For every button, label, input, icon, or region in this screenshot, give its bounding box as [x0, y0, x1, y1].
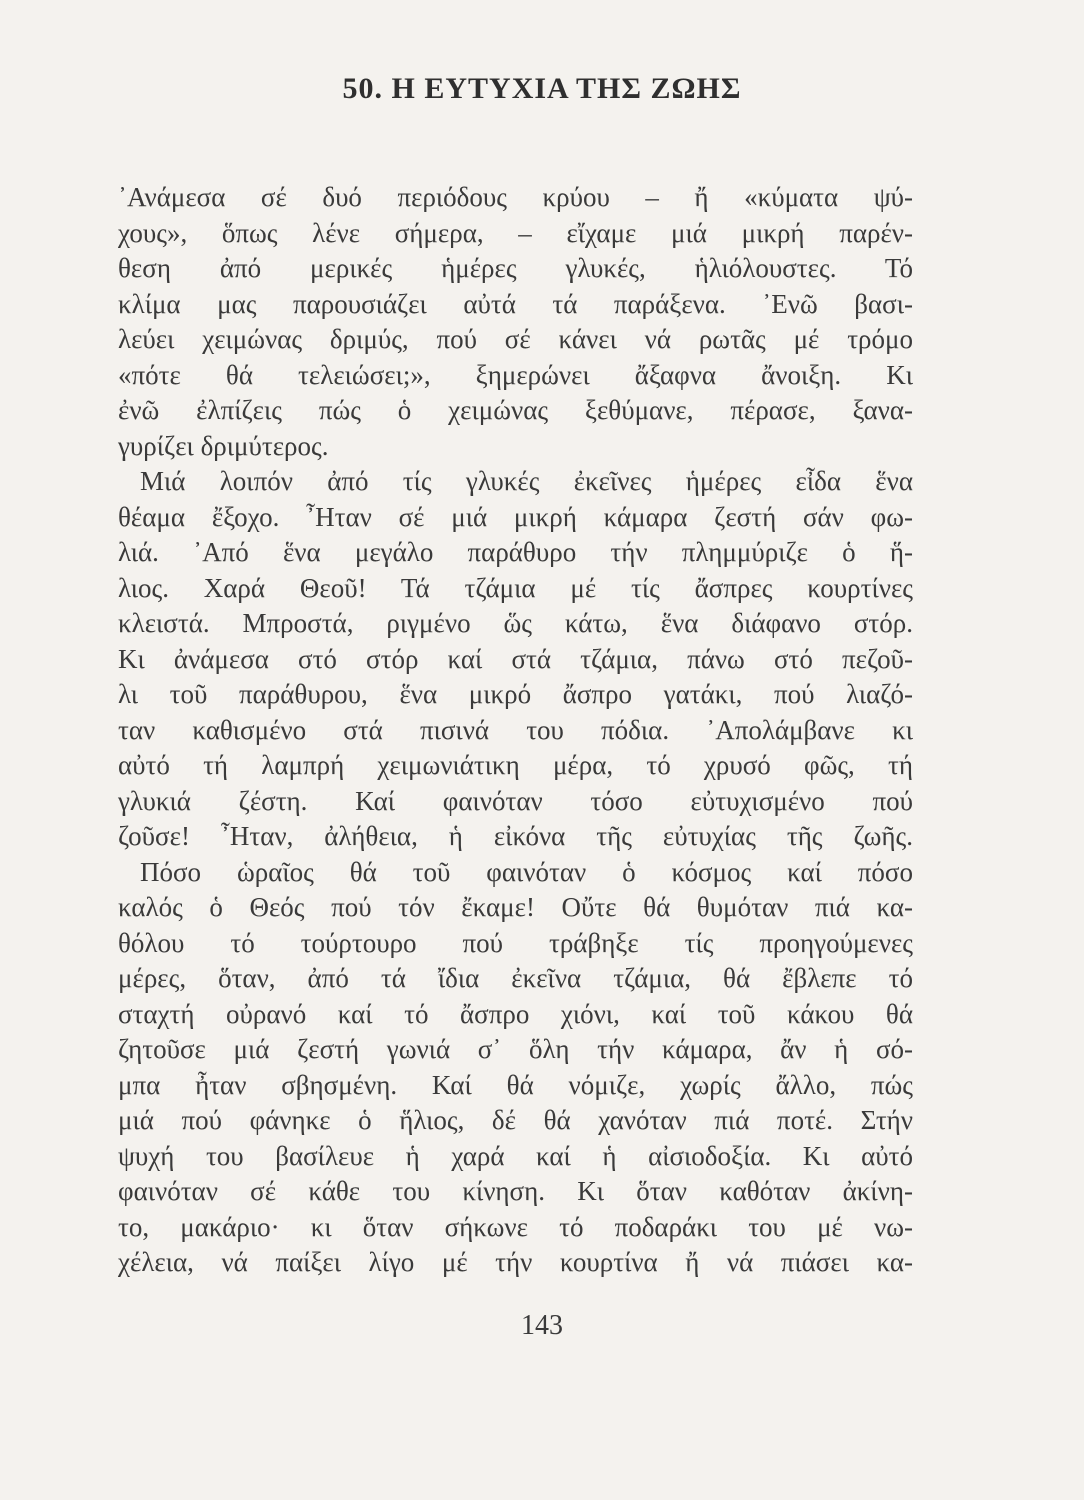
text-line: λιος. Χαρά Θεοῦ! Τά τζάμια μέ τίς ἄσπρες κουρτίνες	[118, 572, 913, 603]
text-line: γλυκιά ζέστη. Καί φαινόταν τόσο εὐτυχισμένο πού	[118, 785, 913, 816]
text-line: μιά πού φάνηκε ὁ ἥλιος, δέ θά χανόταν πιά ποτέ. Στήν	[118, 1105, 913, 1135]
text-line: λεύει χειμώνας δριμύς, πού σέ κάνει νά ρωτᾶς μέ τρόμο	[118, 324, 913, 354]
text-line: θέαμα ἔξοχο. ῏Ηταν σέ μιά μικρή κάμαρα ζεστή σάν φω-	[118, 501, 913, 532]
text-line: μέρες, ὅταν, ἀπό τά ἴδια ἐκεῖνα τζάμια, θά ἔβλεπε τό	[118, 963, 913, 993]
text-line: ψυχή του βασίλευε ἡ χαρά καί ἡ αἰσιοδοξία. Κι αὐτό	[118, 1140, 913, 1171]
text-line: θόλου τό τούρτουρο πού τράβηξε τίς προηγούμενες	[118, 927, 913, 958]
text-line: σταχτή οὐρανό καί τό ἄσπρο χιόνι, καί τοῦ κάκου θά	[118, 998, 913, 1029]
text-line: ᾿Ανάμεσα σέ δυό περιόδους κρύου – ἤ «κύματα ψύ-	[118, 182, 913, 212]
text-line: ἐνῶ ἐλπίζεις πώς ὁ χειμώνας ξεθύμανε, πέρασε, ξανα-	[118, 395, 913, 425]
text-line: χους», ὅπως λένε σήμερα, – εἴχαμε μιά μικρή παρέν-	[118, 217, 913, 248]
text-line: λιά. ᾿Από ἕνα μεγάλο παράθυρο τήν πλημμύριζε ὁ ἥ-	[118, 537, 913, 567]
text-line: ζητοῦσε μιά ζεστή γωνιά σ᾿ ὅλη τήν κάμαρα, ἄν ἡ σό-	[118, 1034, 913, 1064]
text-line: «πότε θά τελειώσει;», ξημερώνει ἄξαφνα ἄνοιξη. Κι	[118, 359, 913, 390]
text-line: Πόσο ὡραῖος θά τοῦ φαινόταν ὁ κόσμος καί πόσο	[140, 856, 913, 887]
text-line: αὐτό τή λαμπρή χειμωνιάτικη μέρα, τό χρυσό φῶς, τή	[118, 750, 913, 780]
text-line: λι τοῦ παράθυρου, ἕνα μικρό ἄσπρο γατάκι, πού λιαζό-	[118, 679, 913, 709]
text-line: Κι ἀνάμεσα στό στόρ καί στά τζάμια, πάνω στό πεζοῦ-	[118, 643, 913, 674]
text-line: κλειστά. Μπροστά, ριγμένο ὥς κάτω, ἕνα διάφανο στόρ.	[118, 608, 913, 638]
text-line: κλίμα μας παρουσιάζει αὐτά τά παράξενα. ᾿Ενῶ βασι-	[118, 288, 913, 319]
chapter-body	[118, 180, 913, 1281]
page-number: 143	[521, 1310, 563, 1341]
text-line: καλός ὁ Θεός πού τόν ἔκαμε! Οὔτε θά θυμόταν πιά κα-	[118, 892, 913, 922]
text-line: ζοῦσε! ῏Ηταν, ἀλήθεια, ἡ εἰκόνα τῆς εὐτυχίας τῆς ζωῆς.	[118, 821, 913, 851]
text-line: θεση ἀπό μερικές ἡμέρες γλυκές, ἡλιόλουστες. Τό	[118, 253, 913, 283]
text-line: φαινόταν σέ κάθε του κίνηση. Κι ὅταν καθόταν ἀκίνη-	[118, 1176, 913, 1206]
text-line: το, μακάριο· κι ὅταν σήκωνε τό ποδαράκι του μέ νω-	[118, 1211, 913, 1242]
text-line: Μιά λοιπόν ἀπό τίς γλυκές ἐκεῖνες ἡμέρες εἶδα ἕνα	[140, 466, 913, 496]
text-line: ταν καθισμένο στά πισινά του πόδια. ᾿Απολάμβανε κι	[118, 714, 913, 745]
text-line: μπα ἦταν σβησμένη. Καί θά νόμιζε, χωρίς ἄλλο, πώς	[118, 1069, 913, 1100]
text-line: γυρίζει δριμύτερος.	[118, 430, 329, 461]
chapter-title: 50. Η ΕΥΤΥΧΙΑ ΤΗΣ ΖΩΗΣ	[342, 72, 742, 105]
text-line: χέλεια, νά παίξει λίγο μέ τήν κουρτίνα ἤ νά πιάσει κα-	[118, 1247, 913, 1277]
